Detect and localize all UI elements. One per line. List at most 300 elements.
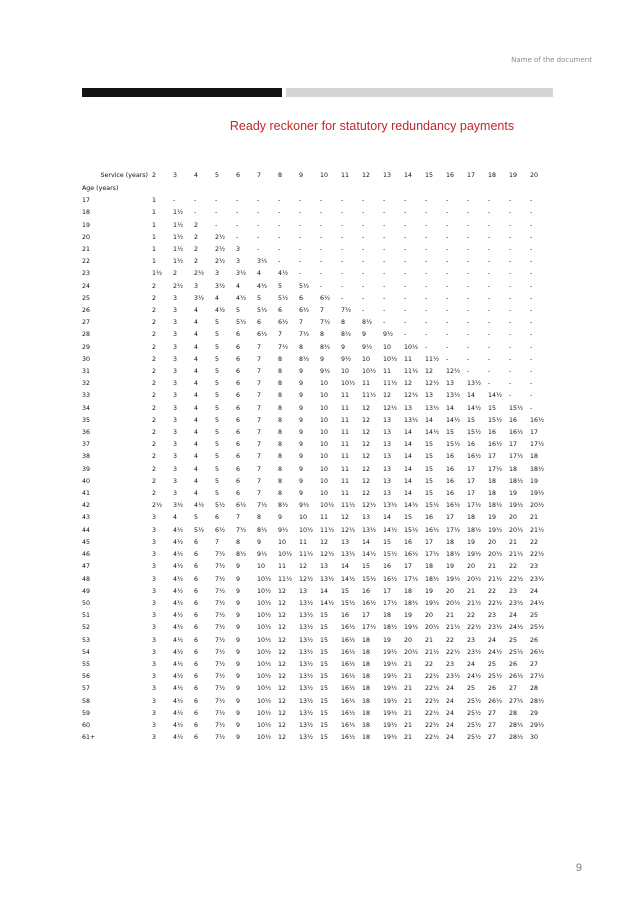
- weeks-pay-cell: 15: [404, 514, 413, 522]
- weeks-pay-cell: 7: [257, 477, 262, 485]
- weeks-pay-cell: 8: [257, 514, 262, 522]
- weeks-pay-cell: 18: [446, 538, 455, 546]
- table-row: [82, 451, 551, 463]
- weeks-pay-cell: 16½: [341, 685, 356, 693]
- age-cell: 58: [82, 697, 91, 705]
- weeks-pay-cell: 13½: [299, 660, 314, 668]
- weeks-pay-cell: 13: [383, 465, 392, 473]
- weeks-pay-cell: -: [488, 270, 491, 278]
- weeks-pay-cell: -: [278, 197, 281, 205]
- weeks-pay-cell: 19: [425, 587, 434, 595]
- weeks-pay-cell: 7: [257, 429, 262, 437]
- weeks-pay-cell: 28: [509, 709, 518, 717]
- service-year-header: 12: [362, 172, 371, 180]
- weeks-pay-cell: 25½: [509, 648, 524, 656]
- weeks-pay-cell: -: [341, 294, 344, 302]
- weeks-pay-cell: 7½: [341, 307, 352, 315]
- weeks-pay-cell: -: [194, 197, 197, 205]
- weeks-pay-cell: 22½: [425, 734, 440, 742]
- weeks-pay-cell: 3: [152, 551, 157, 559]
- weeks-pay-cell: 6: [194, 721, 199, 729]
- weeks-pay-cell: 13½: [320, 575, 335, 583]
- weeks-pay-cell: 19½: [383, 709, 398, 717]
- weeks-pay-cell: 6½: [299, 307, 310, 315]
- weeks-pay-cell: 23: [446, 660, 455, 668]
- table-row: [82, 378, 551, 390]
- weeks-pay-cell: 14½: [425, 429, 440, 437]
- weeks-pay-cell: 17: [509, 441, 518, 449]
- age-header-spacer: [467, 183, 488, 195]
- weeks-pay-cell: 17½: [404, 575, 419, 583]
- weeks-pay-cell: 14: [425, 416, 434, 424]
- weeks-pay-cell: 11: [341, 429, 350, 437]
- weeks-pay-cell: 3: [173, 319, 178, 327]
- weeks-pay-cell: -: [446, 355, 449, 363]
- age-cell: 22: [82, 258, 91, 266]
- weeks-pay-cell: 11½: [362, 392, 377, 400]
- weeks-pay-cell: 8½: [362, 319, 373, 327]
- weeks-pay-cell: 21: [467, 587, 476, 595]
- weeks-pay-cell: -: [509, 307, 512, 315]
- weeks-pay-cell: 8½: [320, 343, 331, 351]
- weeks-pay-cell: -: [341, 209, 344, 217]
- weeks-pay-cell: 6: [194, 685, 199, 693]
- weeks-pay-cell: 11: [341, 404, 350, 412]
- weeks-pay-cell: -: [341, 221, 344, 229]
- weeks-pay-cell: 7½: [278, 343, 289, 351]
- service-year-header: 2: [152, 172, 157, 180]
- weeks-pay-cell: 3: [152, 721, 157, 729]
- weeks-pay-cell: 2: [152, 477, 157, 485]
- weeks-pay-cell: 24½: [509, 624, 524, 632]
- service-year-header: 20: [530, 172, 539, 180]
- weeks-pay-cell: 19: [467, 538, 476, 546]
- weeks-pay-cell: 3: [152, 624, 157, 632]
- weeks-pay-cell: 10½: [383, 355, 398, 363]
- weeks-pay-cell: -: [425, 246, 428, 254]
- weeks-pay-cell: 13: [404, 404, 413, 412]
- weeks-pay-cell: 3: [194, 282, 199, 290]
- weeks-pay-cell: 26½: [509, 673, 524, 681]
- weeks-pay-cell: 16: [341, 612, 350, 620]
- weeks-pay-cell: 11½: [320, 526, 335, 534]
- weeks-pay-cell: 5: [215, 404, 220, 412]
- weeks-pay-cell: -: [425, 209, 428, 217]
- weeks-pay-cell: -: [530, 307, 533, 315]
- weeks-pay-cell: 22½: [509, 575, 524, 583]
- weeks-pay-cell: 29: [530, 709, 539, 717]
- weeks-pay-cell: -: [257, 233, 260, 241]
- weeks-pay-cell: -: [341, 282, 344, 290]
- weeks-pay-cell: 6: [257, 319, 262, 327]
- table-row: [82, 708, 551, 720]
- weeks-pay-cell: 7½: [215, 734, 226, 742]
- age-cell: 40: [82, 477, 91, 485]
- weeks-pay-cell: 11: [278, 563, 287, 571]
- weeks-pay-cell: 5½: [299, 282, 310, 290]
- weeks-pay-cell: 3½: [236, 270, 247, 278]
- weeks-pay-cell: 18½: [509, 477, 524, 485]
- age-header-spacer: [446, 183, 467, 195]
- weeks-pay-cell: 14: [362, 538, 371, 546]
- weeks-pay-cell: 18½: [404, 599, 419, 607]
- weeks-pay-cell: 6: [236, 429, 241, 437]
- weeks-pay-cell: 4½: [194, 502, 205, 510]
- weeks-pay-cell: 15: [320, 636, 329, 644]
- weeks-pay-cell: 3: [173, 441, 178, 449]
- age-header-spacer: [383, 183, 404, 195]
- weeks-pay-cell: -: [530, 331, 533, 339]
- table-row: [82, 293, 551, 305]
- weeks-pay-cell: 12: [341, 514, 350, 522]
- table-row: [82, 622, 551, 634]
- weeks-pay-cell: -: [530, 343, 533, 351]
- weeks-pay-cell: 2: [152, 404, 157, 412]
- weeks-pay-cell: 2: [152, 416, 157, 424]
- weeks-pay-cell: -: [362, 270, 365, 278]
- weeks-pay-cell: 25½: [488, 673, 503, 681]
- weeks-pay-cell: -: [467, 233, 470, 241]
- weeks-pay-cell: -: [446, 197, 449, 205]
- weeks-pay-cell: 4: [194, 416, 199, 424]
- weeks-pay-cell: 2: [152, 465, 157, 473]
- weeks-pay-cell: 20: [404, 636, 413, 644]
- age-cell: 45: [82, 538, 91, 546]
- weeks-pay-cell: 9: [278, 514, 283, 522]
- table-row: [82, 366, 551, 378]
- weeks-pay-cell: 4½: [173, 551, 184, 559]
- weeks-pay-cell: 6: [194, 660, 199, 668]
- weeks-pay-cell: 30: [530, 734, 539, 742]
- weeks-pay-cell: 12½: [362, 502, 377, 510]
- weeks-pay-cell: 10½: [257, 721, 272, 729]
- weeks-pay-cell: 10: [320, 380, 329, 388]
- weeks-pay-cell: 6: [194, 599, 199, 607]
- weeks-pay-cell: 8: [278, 465, 283, 473]
- weeks-pay-cell: 2: [152, 490, 157, 498]
- weeks-pay-cell: -: [446, 258, 449, 266]
- weeks-pay-cell: 24: [446, 697, 455, 705]
- weeks-pay-cell: -: [530, 246, 533, 254]
- weeks-pay-cell: 11: [404, 355, 413, 363]
- weeks-pay-cell: 18: [362, 697, 371, 705]
- weeks-pay-cell: 3: [173, 343, 178, 351]
- weeks-pay-cell: 10: [383, 343, 392, 351]
- weeks-pay-cell: 13½: [404, 416, 419, 424]
- weeks-pay-cell: 16½: [404, 551, 419, 559]
- weeks-pay-cell: 15½: [383, 551, 398, 559]
- weeks-pay-cell: 19: [488, 514, 497, 522]
- weeks-pay-cell: 10½: [257, 660, 272, 668]
- weeks-pay-cell: 18½: [383, 624, 398, 632]
- weeks-pay-cell: 15½: [509, 404, 524, 412]
- weeks-pay-cell: 14: [320, 587, 329, 595]
- weeks-pay-cell: -: [257, 246, 260, 254]
- weeks-pay-cell: -: [530, 294, 533, 302]
- weeks-pay-cell: 11: [341, 416, 350, 424]
- weeks-pay-cell: 17½: [467, 502, 482, 510]
- weeks-pay-cell: 3½: [215, 282, 226, 290]
- weeks-pay-cell: 7½: [215, 721, 226, 729]
- weeks-pay-cell: 8½: [236, 551, 247, 559]
- age-cell: 39: [82, 465, 91, 473]
- weeks-pay-cell: 5: [215, 429, 220, 437]
- weeks-pay-cell: 6: [194, 709, 199, 717]
- weeks-pay-cell: 9: [236, 575, 241, 583]
- weeks-pay-cell: 2: [152, 368, 157, 376]
- weeks-pay-cell: 24: [446, 721, 455, 729]
- weeks-pay-cell: 12: [278, 709, 287, 717]
- weeks-pay-cell: 10½: [257, 587, 272, 595]
- weeks-pay-cell: 13½: [383, 502, 398, 510]
- weeks-pay-cell: 27: [488, 709, 497, 717]
- weeks-pay-cell: 9: [236, 673, 241, 681]
- weeks-pay-cell: 14: [446, 404, 455, 412]
- service-years-label: Service (years): [100, 172, 148, 180]
- weeks-pay-cell: 13: [383, 416, 392, 424]
- weeks-pay-cell: -: [467, 368, 470, 376]
- weeks-pay-cell: 16½: [341, 648, 356, 656]
- weeks-pay-cell: 10: [320, 404, 329, 412]
- weeks-pay-cell: 6: [236, 368, 241, 376]
- weeks-pay-cell: 16½: [341, 673, 356, 681]
- weeks-pay-cell: 21: [509, 538, 518, 546]
- table-row: [82, 635, 551, 647]
- age-cell: 57: [82, 685, 91, 693]
- weeks-pay-cell: 19½: [383, 685, 398, 693]
- weeks-pay-cell: 7: [257, 404, 262, 412]
- weeks-pay-cell: 14: [341, 563, 350, 571]
- weeks-pay-cell: 4: [194, 343, 199, 351]
- weeks-pay-cell: -: [362, 294, 365, 302]
- weeks-pay-cell: 12½: [341, 526, 356, 534]
- weeks-pay-cell: 19½: [383, 697, 398, 705]
- weeks-pay-cell: 11: [362, 380, 371, 388]
- weeks-pay-cell: 10½: [299, 526, 314, 534]
- weeks-pay-cell: -: [383, 294, 386, 302]
- weeks-pay-cell: -: [362, 307, 365, 315]
- weeks-pay-cell: 8: [278, 392, 283, 400]
- weeks-pay-cell: 16½: [341, 697, 356, 705]
- weeks-pay-cell: 4½: [173, 599, 184, 607]
- weeks-pay-cell: 7½: [257, 502, 268, 510]
- weeks-pay-cell: 8½: [278, 502, 289, 510]
- weeks-pay-cell: 5: [215, 477, 220, 485]
- age-header-spacer: [257, 183, 278, 195]
- weeks-pay-cell: -: [467, 246, 470, 254]
- weeks-pay-cell: 5: [215, 368, 220, 376]
- age-cell: 60: [82, 721, 91, 729]
- age-cell: 44: [82, 526, 91, 534]
- weeks-pay-cell: 4: [194, 355, 199, 363]
- weeks-pay-cell: -: [383, 221, 386, 229]
- weeks-pay-cell: -: [488, 233, 491, 241]
- weeks-pay-cell: 11: [299, 538, 308, 546]
- table-row: [82, 574, 551, 586]
- weeks-pay-cell: 12: [278, 624, 287, 632]
- weeks-pay-cell: 9: [236, 721, 241, 729]
- weeks-pay-cell: 18½: [530, 465, 545, 473]
- weeks-pay-cell: 27½: [530, 673, 545, 681]
- weeks-pay-cell: 5: [215, 380, 220, 388]
- weeks-pay-cell: -: [236, 209, 239, 217]
- weeks-pay-cell: 12: [278, 721, 287, 729]
- weeks-pay-cell: 21½: [467, 599, 482, 607]
- weeks-pay-cell: 9½: [383, 331, 394, 339]
- weeks-pay-cell: 13½: [299, 599, 314, 607]
- weeks-pay-cell: 20½: [425, 624, 440, 632]
- weeks-pay-cell: 9: [236, 636, 241, 644]
- weeks-pay-cell: 22½: [425, 709, 440, 717]
- weeks-pay-cell: 2: [152, 380, 157, 388]
- weeks-pay-cell: 21: [488, 563, 497, 571]
- weeks-pay-cell: 9: [299, 368, 304, 376]
- weeks-pay-cell: 17: [467, 477, 476, 485]
- weeks-pay-cell: 3: [173, 355, 178, 363]
- weeks-pay-cell: 16½: [488, 441, 503, 449]
- weeks-pay-cell: -: [299, 209, 302, 217]
- table-row: [82, 305, 551, 317]
- weeks-pay-cell: 11½: [404, 368, 419, 376]
- weeks-pay-cell: 12: [425, 368, 434, 376]
- weeks-pay-cell: -: [488, 331, 491, 339]
- weeks-pay-cell: 19: [383, 636, 392, 644]
- weeks-pay-cell: -: [404, 319, 407, 327]
- age-cell: 47: [82, 563, 91, 571]
- age-years-label: Age (years): [82, 185, 119, 192]
- weeks-pay-cell: -: [509, 197, 512, 205]
- weeks-pay-cell: 4: [173, 514, 178, 522]
- weeks-pay-cell: 9: [236, 648, 241, 656]
- weeks-pay-cell: 5: [278, 282, 283, 290]
- weeks-pay-cell: 12½: [320, 551, 335, 559]
- weeks-pay-cell: 4: [194, 465, 199, 473]
- weeks-pay-cell: 24: [467, 660, 476, 668]
- weeks-pay-cell: -: [320, 221, 323, 229]
- weeks-pay-cell: 4½: [173, 660, 184, 668]
- weeks-pay-cell: 7: [257, 380, 262, 388]
- weeks-pay-cell: 13½: [299, 612, 314, 620]
- weeks-pay-cell: -: [278, 209, 281, 217]
- document-name-label: Name of the document: [511, 56, 592, 64]
- weeks-pay-cell: -: [425, 221, 428, 229]
- weeks-pay-cell: 3: [215, 270, 220, 278]
- age-cell: 24: [82, 282, 91, 290]
- table-row: [82, 720, 551, 732]
- weeks-pay-cell: 18: [362, 648, 371, 656]
- weeks-pay-cell: 17: [467, 465, 476, 473]
- weeks-pay-cell: 28½: [509, 734, 524, 742]
- weeks-pay-cell: 16½: [446, 502, 461, 510]
- weeks-pay-cell: -: [404, 294, 407, 302]
- weeks-pay-cell: 4½: [173, 563, 184, 571]
- weeks-pay-cell: 15½: [467, 429, 482, 437]
- weeks-pay-cell: 9: [236, 734, 241, 742]
- weeks-pay-cell: 12½: [383, 404, 398, 412]
- weeks-pay-cell: 13: [383, 490, 392, 498]
- weeks-pay-cell: -: [530, 355, 533, 363]
- weeks-pay-cell: 10½: [278, 551, 293, 559]
- weeks-pay-cell: 13½: [299, 697, 314, 705]
- weeks-pay-cell: 22½: [425, 673, 440, 681]
- weeks-pay-cell: 26: [530, 636, 539, 644]
- age-header-spacer: [341, 183, 362, 195]
- weeks-pay-cell: -: [341, 246, 344, 254]
- age-cell: 46: [82, 551, 91, 559]
- weeks-pay-cell: 9: [236, 697, 241, 705]
- weeks-pay-cell: -: [446, 343, 449, 351]
- weeks-pay-cell: 18: [488, 490, 497, 498]
- weeks-pay-cell: -: [488, 380, 491, 388]
- weeks-pay-cell: 3: [152, 563, 157, 571]
- weeks-pay-cell: -: [488, 368, 491, 376]
- weeks-pay-cell: -: [404, 307, 407, 315]
- age-cell: 30: [82, 355, 91, 363]
- table-row: [82, 683, 551, 695]
- age-cell: 19: [82, 221, 91, 229]
- weeks-pay-cell: -: [215, 209, 218, 217]
- weeks-pay-cell: 25½: [467, 734, 482, 742]
- weeks-pay-cell: 2: [152, 429, 157, 437]
- weeks-pay-cell: 4½: [173, 526, 184, 534]
- weeks-pay-cell: -: [530, 233, 533, 241]
- weeks-pay-cell: 1: [152, 221, 157, 229]
- weeks-pay-cell: -: [383, 197, 386, 205]
- weeks-pay-cell: 17½: [530, 441, 545, 449]
- weeks-pay-cell: 16: [362, 587, 371, 595]
- weeks-pay-cell: 16: [404, 538, 413, 546]
- age-cell: 61+: [82, 734, 96, 742]
- weeks-pay-cell: 18½: [425, 575, 440, 583]
- weeks-pay-cell: 10: [320, 465, 329, 473]
- weeks-pay-cell: 12: [362, 477, 371, 485]
- weeks-pay-cell: 26½: [530, 648, 545, 656]
- weeks-pay-cell: 12: [362, 416, 371, 424]
- weeks-pay-cell: 21: [404, 721, 413, 729]
- weeks-pay-cell: 14: [383, 514, 392, 522]
- weeks-pay-cell: -: [173, 197, 176, 205]
- weeks-pay-cell: -: [509, 258, 512, 266]
- weeks-pay-cell: 4½: [173, 636, 184, 644]
- weeks-pay-cell: 19½: [509, 502, 524, 510]
- weeks-pay-cell: 21: [404, 734, 413, 742]
- weeks-pay-cell: -: [509, 270, 512, 278]
- weeks-pay-cell: 8: [278, 429, 283, 437]
- weeks-pay-cell: 8: [236, 538, 241, 546]
- weeks-pay-cell: 24: [509, 612, 518, 620]
- weeks-pay-cell: -: [509, 294, 512, 302]
- weeks-pay-cell: 7: [257, 355, 262, 363]
- weeks-pay-cell: 4: [194, 453, 199, 461]
- weeks-pay-cell: -: [467, 221, 470, 229]
- weeks-pay-cell: 6: [236, 392, 241, 400]
- table-row: [82, 195, 551, 207]
- age-cell: 29: [82, 343, 91, 351]
- weeks-pay-cell: 9: [299, 477, 304, 485]
- age-cell: 18: [82, 209, 91, 217]
- weeks-pay-cell: 13½: [467, 380, 482, 388]
- weeks-pay-cell: 18: [404, 587, 413, 595]
- weeks-pay-cell: 6: [236, 453, 241, 461]
- service-year-header: 18: [488, 172, 497, 180]
- age-cell: 51: [82, 612, 91, 620]
- service-year-header: 8: [278, 172, 283, 180]
- weeks-pay-cell: 14: [404, 465, 413, 473]
- table-row: [82, 415, 551, 427]
- weeks-pay-cell: -: [509, 368, 512, 376]
- weeks-pay-cell: 20½: [467, 575, 482, 583]
- weeks-pay-cell: 3: [152, 709, 157, 717]
